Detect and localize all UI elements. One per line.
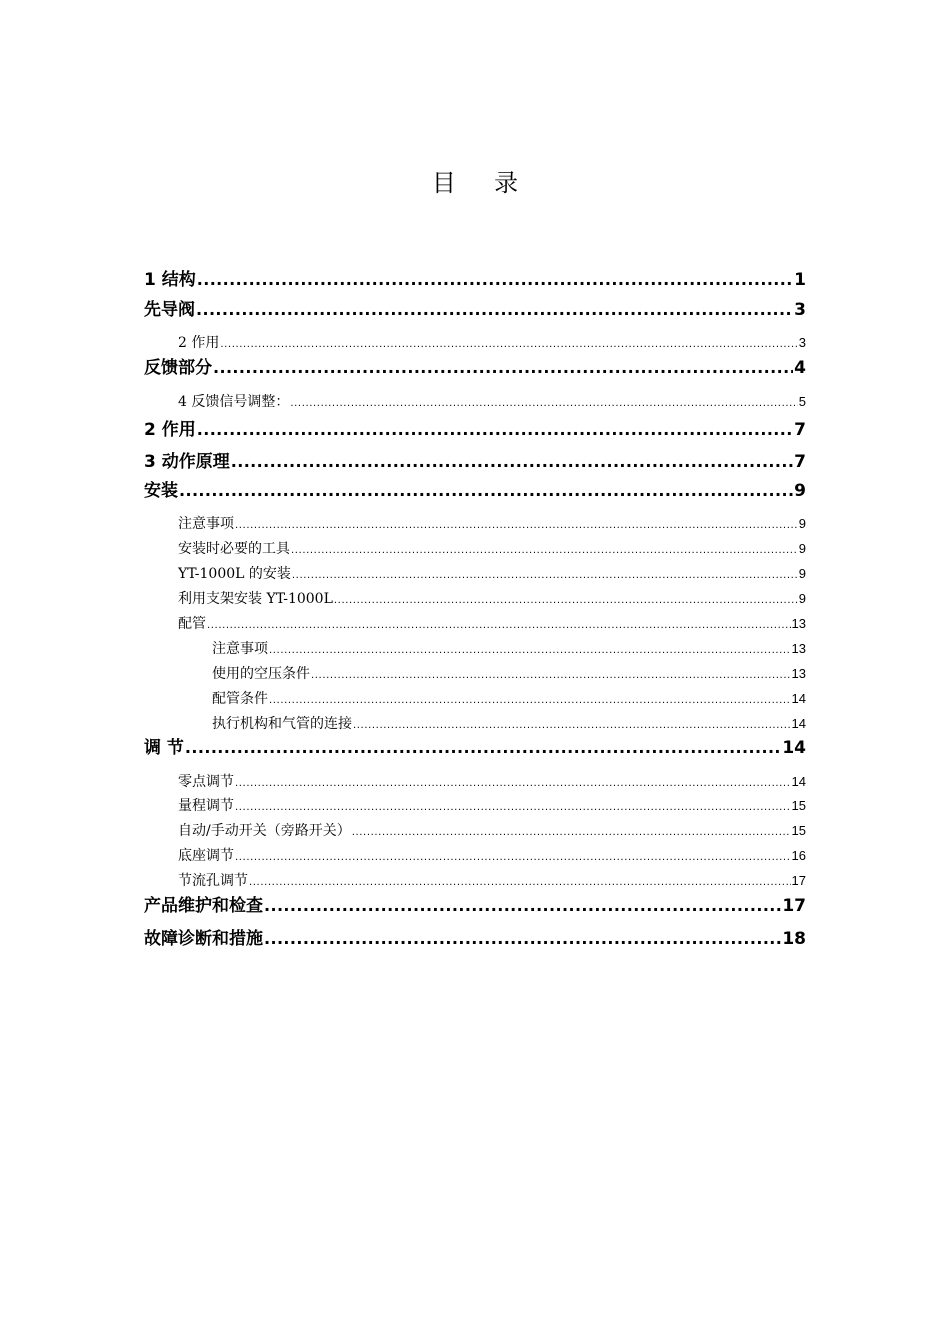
toc-leader-dots	[197, 268, 793, 292]
toc-entry-function[interactable]	[178, 333, 806, 355]
toc-entry-label: 使用的空压条件	[212, 666, 310, 682]
toc-leader-dots	[207, 616, 791, 636]
toc-entry-label: 注意事项	[178, 516, 234, 532]
toc-entry-page: 9	[798, 516, 806, 531]
toc-leader-dots	[235, 516, 798, 536]
toc-entry-label: 故障诊断和措施	[144, 929, 263, 949]
toc-leader-dots	[292, 566, 798, 586]
toc-leader-dots	[220, 335, 797, 355]
toc-leader-dots	[353, 716, 791, 736]
toc-entry-installation[interactable]	[144, 479, 806, 503]
toc-entry-page: 14	[791, 774, 806, 789]
toc-entry-bracket-install[interactable]	[178, 589, 806, 611]
toc-entry-operating-principle[interactable]	[144, 450, 806, 474]
toc-entry-page: 15	[791, 823, 806, 838]
toc-entry-piping-notes[interactable]	[212, 639, 806, 661]
toc-entry-page: 17	[782, 896, 806, 916]
toc-entry-label: 2 作用	[178, 335, 220, 351]
toc-entry-page: 17	[791, 873, 806, 888]
toc-entry-label: 注意事项	[212, 641, 268, 657]
toc-entry-page: 3	[794, 300, 806, 320]
toc-entry-label: 执行机构和气管的连接	[212, 716, 352, 732]
toc-entry-page: 9	[794, 481, 806, 501]
toc-entry-tools[interactable]	[178, 539, 806, 561]
toc-entry-piping[interactable]	[178, 614, 806, 636]
page-title: 目 录	[431, 169, 519, 197]
toc-entry-page: 18	[782, 929, 806, 949]
toc-leader-dots	[291, 541, 798, 561]
toc-entry-label: 配管	[178, 616, 206, 632]
toc-leader-dots	[352, 823, 791, 843]
toc-entry-label: 底座调节	[178, 848, 234, 864]
toc-entry-label: 1 结构	[144, 270, 196, 290]
toc-entry-page: 13	[791, 641, 806, 656]
toc-leader-dots	[264, 927, 781, 951]
toc-entry-page: 9	[798, 541, 806, 556]
toc-entry-label: 3 动作原理	[144, 452, 230, 472]
toc-entry-actuator-connection[interactable]	[212, 714, 806, 736]
toc-leader-dots	[249, 873, 791, 893]
toc-entry-label: 零点调节	[178, 774, 234, 790]
toc-entry-label: 调 节	[144, 738, 184, 758]
toc-entry-label: 安装	[144, 481, 178, 501]
toc-entry-page: 14	[791, 691, 806, 706]
toc-entry-label: 产品维护和检查	[144, 896, 263, 916]
toc-entry-label: 配管条件	[212, 691, 268, 707]
toc-entry-label: 自动/手动开关（旁路开关）	[178, 823, 351, 839]
toc-entry-auto-manual-switch[interactable]	[178, 821, 806, 843]
toc-entry-label: 先导阀	[144, 300, 195, 320]
toc-entry-label: 安装时必要的工具	[178, 541, 290, 557]
toc-entry-feedback-section[interactable]	[144, 356, 806, 380]
toc-entry-label: YT-1000L 的安装	[178, 566, 291, 582]
toc-entry-orifice-adjust[interactable]	[178, 871, 806, 893]
toc-entry-label: 节流孔调节	[178, 873, 248, 889]
toc-entry-page: 5	[798, 394, 806, 409]
toc-entry-page: 3	[798, 335, 806, 350]
toc-leader-dots	[197, 418, 793, 442]
toc-entry-yt1000l-install[interactable]	[178, 564, 806, 586]
toc-leader-dots	[235, 848, 791, 868]
toc-entry-page: 14	[782, 738, 806, 758]
toc-leader-dots	[264, 894, 781, 918]
toc-entry-feedback-adjust[interactable]	[178, 392, 806, 414]
toc-entry-page: 16	[791, 848, 806, 863]
toc-entry-notes[interactable]	[178, 514, 806, 536]
toc-entry-pilot-valve[interactable]	[144, 298, 806, 322]
toc-leader-dots	[269, 691, 791, 711]
toc-entry-troubleshooting[interactable]	[144, 927, 806, 951]
toc-entry-label: 利用支架安装 YT-1000L	[178, 591, 333, 607]
toc-entry-page: 15	[791, 798, 806, 813]
toc-leader-dots	[290, 394, 797, 414]
toc-entry-air-conditions[interactable]	[212, 664, 806, 686]
toc-entry-page: 7	[794, 452, 806, 472]
toc-leader-dots	[235, 798, 791, 818]
toc-entry-page: 7	[794, 420, 806, 440]
toc-entry-zero-adjust[interactable]	[178, 772, 806, 794]
toc-entry-page: 13	[791, 666, 806, 681]
toc-entry-adjustment[interactable]	[144, 736, 806, 760]
toc-entry-structure[interactable]	[144, 268, 806, 292]
toc-entry-page: 1	[794, 270, 806, 290]
toc-leader-dots	[231, 450, 793, 474]
toc-leader-dots	[334, 591, 798, 611]
toc-entry-label: 2 作用	[144, 420, 196, 440]
toc-entry-page: 9	[798, 591, 806, 606]
toc-entry-base-adjust[interactable]	[178, 846, 806, 868]
toc-entry-piping-conditions[interactable]	[212, 689, 806, 711]
toc-leader-dots	[311, 666, 791, 686]
toc-entry-span-adjust[interactable]	[178, 796, 806, 818]
toc-entry-page: 14	[791, 716, 806, 731]
toc-leader-dots	[196, 298, 793, 322]
toc-leader-dots	[269, 641, 791, 661]
toc-entry-label: 4 反馈信号调整：	[178, 394, 290, 410]
toc-leader-dots	[185, 736, 781, 760]
toc-leader-dots	[235, 774, 791, 794]
toc-leader-dots	[179, 479, 793, 503]
toc-leader-dots	[213, 356, 793, 380]
toc-entry-page: 9	[798, 566, 806, 581]
toc-entry-page: 13	[791, 616, 806, 631]
toc-entry-function-2[interactable]	[144, 418, 806, 442]
toc-entry-label: 量程调节	[178, 798, 234, 814]
toc-entry-maintenance[interactable]	[144, 894, 806, 918]
toc-entry-page: 4	[794, 358, 806, 378]
toc-entry-label: 反馈部分	[144, 358, 212, 378]
